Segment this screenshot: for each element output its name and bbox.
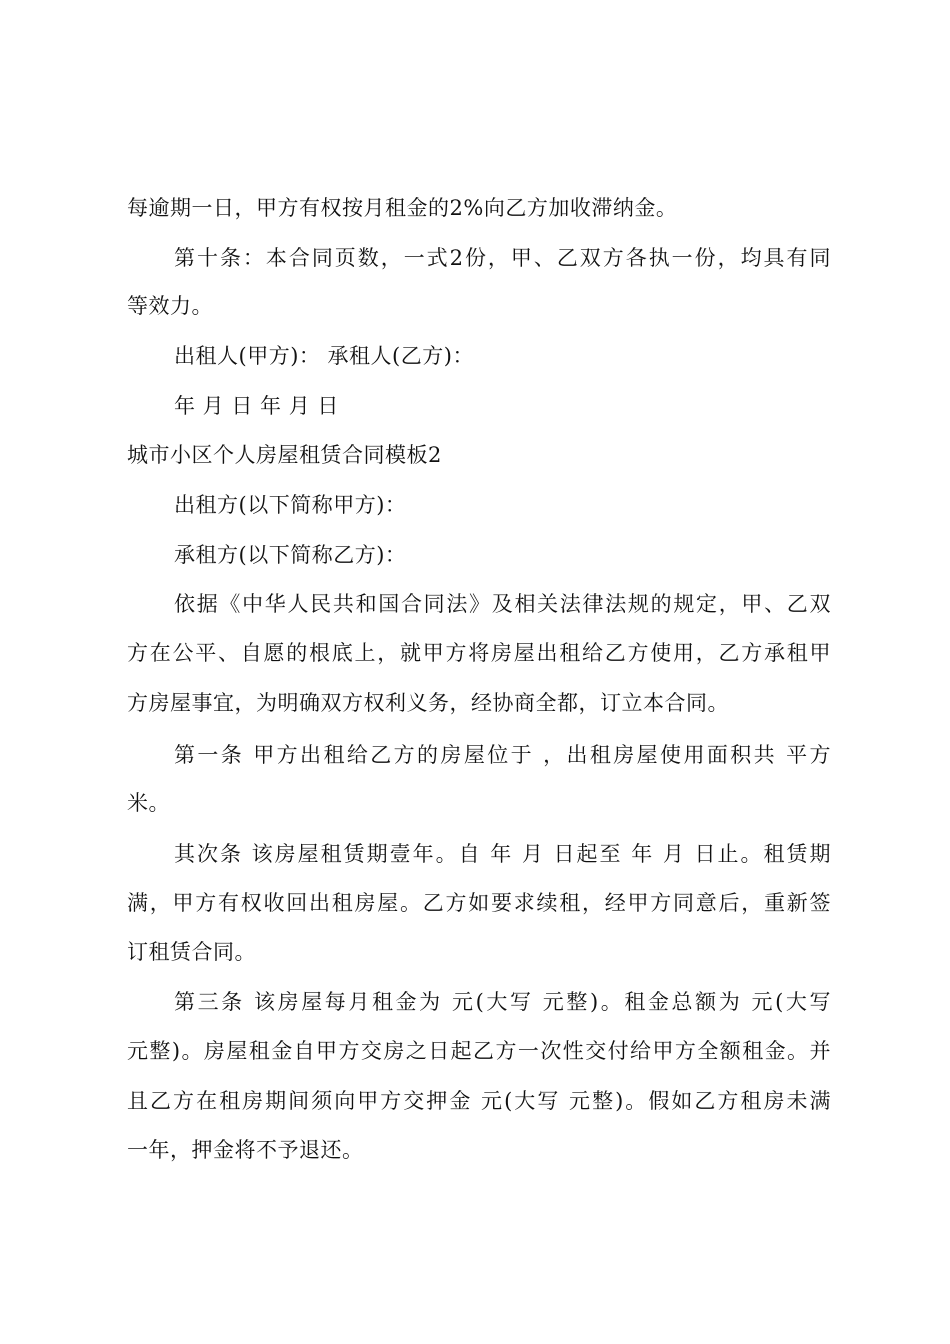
text-line: 出租方(以下简称甲方)：: [174, 493, 407, 517]
text-line: 第一条 甲方出租给乙方的房屋位于 ，出租房屋使用面积共 平方: [174, 743, 831, 767]
text-line: 依据《中华人民共和国合同法》及相关法律法规的规定，甲、乙双: [174, 592, 831, 616]
section-heading: 城市小区个人房屋租赁合同模板2: [127, 443, 442, 467]
text-line: 满，甲方有权收回出租房屋。乙方如要求续租，经甲方同意后，重新签: [127, 891, 831, 915]
text-line: 元整)。房屋租金自甲方交房之日起乙方一次性交付给甲方全额租金。并: [127, 1039, 831, 1063]
text-line: 其次条 该房屋租赁期壹年。自 年 月 日起至 年 月 日止。租赁期: [174, 842, 831, 866]
text-line: 第三条 该房屋每月租金为 元(大写 元整)。租金总额为 元(大写: [174, 990, 831, 1014]
text-line: 等效力。: [127, 294, 213, 318]
text-line: 订租赁合同。: [127, 940, 256, 964]
text-line: 方在公平、自愿的根底上，就甲方将房屋出租给乙方使用，乙方承租甲: [127, 641, 831, 665]
text-line: 出租人(甲方)： 承租人(乙方)：: [174, 344, 474, 368]
text-line: 方房屋事宜，为明确双方权利义务，经协商全都，订立本合同。: [127, 691, 729, 715]
text-line: 且乙方在租房期间须向甲方交押金 元(大写 元整)。假如乙方租房未满: [127, 1089, 831, 1113]
text-line: 每逾期一日，甲方有权按月租金的2%向乙方加收滞纳金。: [127, 196, 678, 220]
text-line: 米。: [127, 791, 170, 815]
text-line: 年 月 日 年 月 日: [174, 394, 339, 418]
text-line: 一年，押金将不予退还。: [127, 1138, 364, 1162]
text-line: 承租方(以下简称乙方)：: [174, 543, 407, 567]
text-line: 第十条：本合同页数，一式2份，甲、乙双方各执一份，均具有同: [174, 246, 831, 270]
